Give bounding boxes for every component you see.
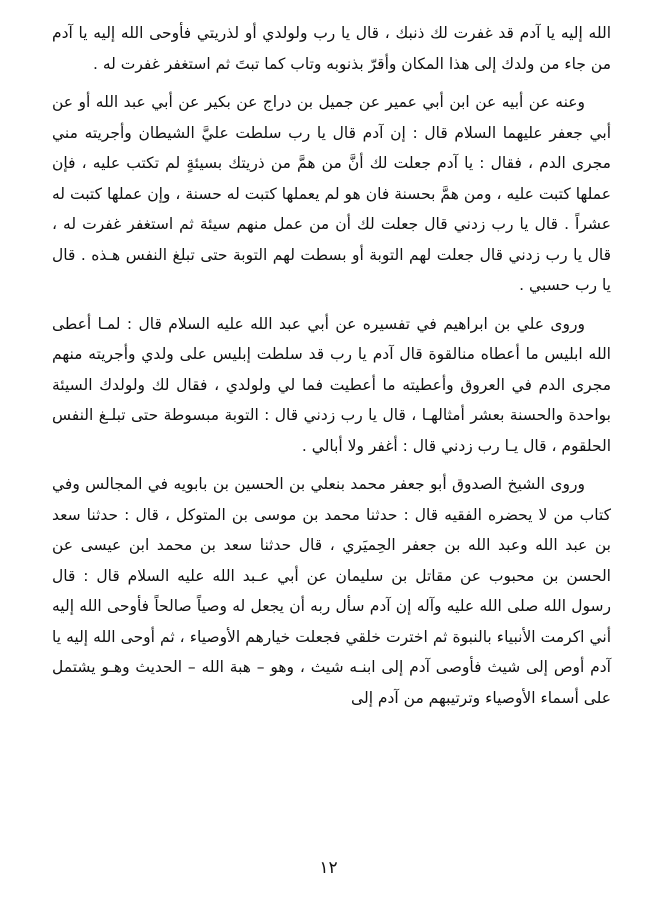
paragraph-1: الله إليه يا آدم قد غفرت لك ذنبك ، قال يا رب ولولدي أو لذريتي فأوحى الله إليه يا آدم من جاء من ولدك إلى هذا المكان وأقرّ بذنوبه وتاب كما تبتَ ثم استغفر غفرت له . [52,24,611,73]
paragraph-2: وعنه عن أبيه عن ابن أبي عمير عن جميل بن دراج عن بكير عن أبي عبد الله أو عن أبي جعفر عليهما السلام قال : إن آدم قال يا رب سلطت عليَّ الشيطان وأجريته مني مجرى الدم ، فقال : يا آدم جعلت لك أنَّ من همَّ من ذريتك بسيئةٍ لم تكتب عليه ، فإن عملها كتبت عليه ، ومن همَّ بحسنة فان هو لم يعملها كتبت له حسنة ، وإن عملها كتبت له عشراً . قال يا رب زدني قال جعلت لك أن من عمل منهم سيئة ثم استغفر غفرت له ، قال يا رب زدني قال جعلت لهم التوبة أو بسطت لهم التوبة حتى تبلغ النفس هـذه . قال يا رب حسبي . [52,93,611,294]
paragraph-3: وروى علي بن ابراهيم في تفسيره عن أبي عبد الله عليه السلام قال : لمـا أعطى الله ابليس ما أعطاه منالقوة قال آدم يا رب قد سلطت إبليس على ولدي وأجريته منهم مجرى الدم في العروق وأعطيته ما أعطيت فما لي ولولدي ، فقال لك ولولدك السيئة بواحدة والحسنة بعشر أمثالهـا ، قال يا رب زدني قال : التوبة مبسوطة حتى تبلـغ النفس الحلقوم ، قال يـا رب زدني قال : أغفر ولا أبالي . [52,314,611,455]
page-number: ١٢ [319,858,338,878]
paragraph-4: وروى الشيخ الصدوق أبو جعفر محمد بنعلي بن الحسين بن بابويه في المجالس وفي كتاب من لا يحضره الفقيه قال : حدثنا محمد بن موسى بن المتوكل ، قال : حدثنا سعد بن عبد الله وعبد الله بن جعفر الحِميَري ، قال حدثنا سعد بن محمد ابن عيسى عن الحسن بن محبوب عن مقاتل بن سليمان عن أبي عـبد الله عليه السلام قال : قال رسول الله صلى الله عليه وآله إن آدم سأل ربه أن يجعل له وصياً صالحاً فأوحى الله إليه أني اكرمت الأنبياء بالنبوة ثم اخترت خلقي فجعلت خيارهم الأوصياء ، ثم أوحى الله إليه يا آدم أوص إلى شيث فأوصى آدم إلى ابنـه شيث ، وهو – هبة الله – الحديث وهـو يشتمل على أسماء الأوصياء وترتيبهم من آدم إلى [52,475,611,707]
